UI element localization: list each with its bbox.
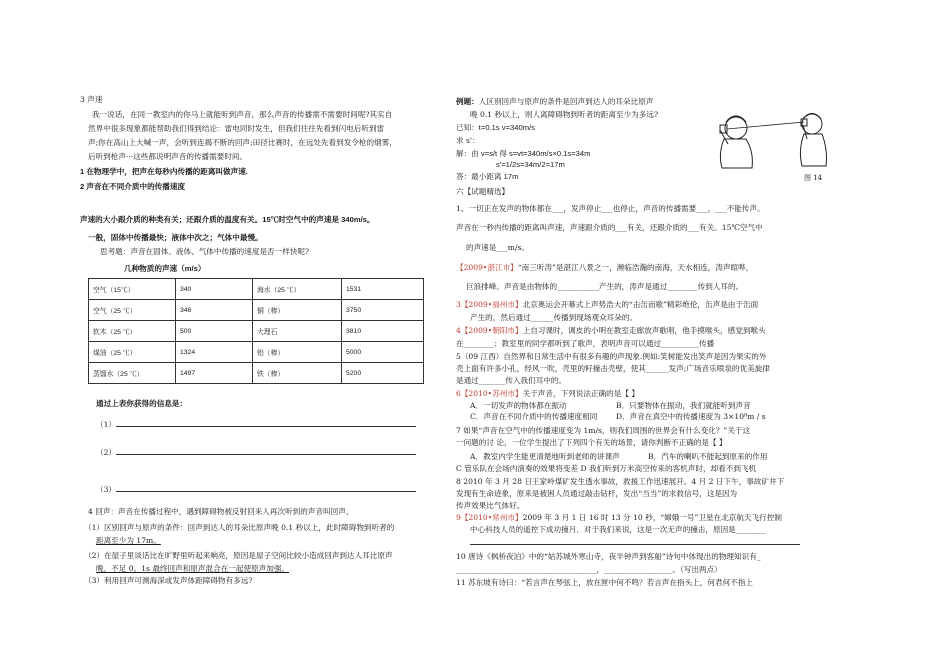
section-3-heading: 3 声速 — [80, 95, 103, 104]
question-9-answer-line[interactable] — [470, 534, 800, 545]
echo-point-1b: 距离至少为 17m。 — [96, 536, 161, 545]
answer-line[interactable] — [116, 454, 416, 455]
table-cell: 1324 — [176, 342, 253, 363]
question-8-line-3: 传声效果比气体好。 — [456, 501, 525, 510]
table-cell: 3750 — [342, 300, 424, 321]
example-line-1 — [456, 96, 653, 108]
table-cell: 煤油（25 ℃） — [89, 342, 176, 363]
info-item-3 — [96, 484, 416, 496]
table-cell: 340 — [176, 279, 253, 300]
sound-speed-table — [88, 278, 424, 384]
option-A[interactable]: A．教室内学生能更清楚地听到老师的讲课声 — [470, 452, 620, 461]
option-D[interactable]: D．声音在真空中的传播速度为 3×10⁸m / s — [616, 412, 766, 421]
option-C[interactable]: C．声音在不同介质中的传播速度相同 — [470, 412, 598, 421]
question-5-line-3: 是通过_______传入我们耳中的。 — [456, 376, 567, 385]
paragraph-line: 我一说话，在同一教室内的你马上就能听到声音，那么声音的传播需不需要时间呢?其实自 — [92, 110, 393, 119]
question-10-line-1: 10 唐诗《枫桥夜泊》中的“姑苏城外寒山寺，夜半钟声到客船”诗句中体现出的物理知识有_ — [456, 552, 761, 561]
echo-point-2b: 晚，不足 0。1s 最终回声和原声混合在一起使原声加强。 — [96, 564, 290, 573]
option-B[interactable]: B．只要物体在振动，我们就能听到声音 — [616, 401, 751, 410]
table-row — [89, 363, 424, 384]
table-cell: 铁（棒） — [253, 363, 342, 384]
question-11-line-1: 11 苏东坡有诗曰：“若言声在琴弦上，放在匣中何不鸣？若言声在指头上，何君何不指上 — [456, 578, 753, 587]
question-6-line — [456, 388, 639, 400]
echo-point-3: （3）利用回声可测海深或发声体距障碍物有多远? — [84, 576, 253, 585]
question-5-line-2: 壳上面有许多小孔，经风一吹，壳里的籽撞击壳壁，使其______发声;广场音乐喷泉的优美旋律 — [456, 364, 770, 373]
question-3-line-2: 产生的，然后通过______传播到现场观众耳朵的。 — [470, 313, 638, 322]
answer-line-text: 答：最小距离 17m — [456, 172, 519, 181]
paragraph-line: 然界中很多现象都能帮助我们得到结论：雷电同时发生，但我们往往先看到闪电后听到雷 — [88, 124, 385, 133]
table-cell: 空气（25 ℃） — [89, 300, 176, 321]
question-text: 2009 年 3 月 1 日 16 时 13 分 10 秒，“嫦娥一号”卫星在北京航天飞行控制 — [522, 513, 782, 522]
echo-point-2: （2）在屋子里谈话比在旷野里听起来响亮，原因是屋子空间比较小造成回声到达人耳比原声 — [84, 551, 393, 560]
option-A[interactable]: A．一切发声的物体都在振动 — [470, 401, 567, 410]
definition-1: 1 在物理学中，把声在每秒内传播的距离叫做声速. — [80, 167, 248, 176]
info-item-2 — [96, 447, 416, 459]
example-label: 例题： — [456, 97, 479, 106]
question-9-line-1 — [456, 512, 782, 524]
question-text: 上自习课时，调皮的小明在教室走廊放声歌唱，他手摸喉头，感觉到喉头 — [522, 326, 766, 335]
example-text: 人区别回声与原声的条件是回声到达人的耳朵比原声 — [478, 97, 654, 106]
table-cell: 铝（棒） — [253, 342, 342, 363]
thinking-question: 思考题：声音在固体、液体、气体中传播的速度是否一样快呢? — [100, 247, 310, 256]
example-line-2: 晚 0.1 秒以上，则人离障碍物到听者的距离至少为多远? — [470, 110, 659, 119]
table-cell: 1497 — [176, 363, 253, 384]
section-6-heading: 六【试题精选】 — [456, 187, 510, 196]
paragraph-line: 后听到枪声···这些都说明声音的传播需要时间。 — [88, 152, 248, 161]
solution-line-2: s'=1/2s=34m/2=17m — [496, 160, 565, 169]
question-source: 3【2009•福州市】 — [456, 300, 523, 309]
solution-line-1: 解：由 v=s/t 得 s=vt=340m/s×0.1s=34m — [456, 149, 591, 158]
question-1-line-3: 的声速是___m/s。 — [466, 243, 530, 252]
question-1-line-1: 1、一切正在发声的物体都在___，发声停止___也停止，声音的传播需要___，___不能传声。 — [456, 204, 765, 213]
question-text: “南三听涛”是湛江八景之一，濒临浩瀚的南海，天水相连，涛声暄哗， — [517, 263, 754, 272]
echo-definition: 4 回声：声音在传播过程中，遇到障碍物被反射回来人再次听到的声音叫回声。 — [88, 507, 354, 516]
find-line: 求 s'： — [456, 136, 480, 145]
echo-point-1: （1）区别回声与原声的条件：回声到达人的耳朵比原声晚 0.1 秒以上，此时障碍物到听者的 — [84, 523, 395, 532]
figure-caption: 图 14 — [804, 174, 823, 182]
question-7-line-2: 一问题的讨 论，一位学生提出了下列四个有关的场景，请你判断不正确的是【 】 — [456, 438, 727, 447]
option-B[interactable]: B．汽车的喇叭不能起到原来的作用 — [648, 452, 768, 461]
table-cell: 3810 — [342, 321, 424, 342]
info-item-label: （3） — [96, 485, 117, 494]
question-7-line-1: 7 如果“声音在空气中的传播速度变为 1m/s，则我们周围的世界会有什么变化？”关于这 — [456, 426, 751, 435]
question-3-line-1 — [456, 299, 758, 311]
answer-line[interactable] — [116, 491, 416, 492]
question-source: 6【2010•苏州市】 — [456, 389, 523, 398]
paragraph-line: 声;你在高山上大喊一声，会听到连揭不断的回声;田径比赛时，在远处先看到发令枪的烟雾， — [88, 138, 397, 147]
question-2-line-1 — [456, 262, 753, 274]
string-telephone-illustration — [712, 92, 830, 184]
question-text: 北京奥运会开幕式上声势浩大的“击缶而歌”精彩绝伦，缶声是由于缶面 — [522, 300, 759, 309]
speed-statement: 声速的大小跟介质的种类有关；还跟介质的温度有关。15℃时空气中的声速是 340m/s。 — [80, 215, 375, 224]
question-source: 【2009•湛江市】 — [456, 263, 518, 272]
table-row — [89, 342, 424, 363]
subheading-2: 2 声音在不同介质中的传播速度 — [80, 182, 186, 191]
question-source: 4【2009•朝阳市】 — [456, 326, 523, 335]
table-cell: 空气（15℃） — [89, 279, 176, 300]
table-cell: 软木（25 ℃） — [89, 321, 176, 342]
question-4-line-1 — [456, 325, 766, 337]
string-telephone-figure — [712, 92, 830, 184]
table-cell: 5000 — [342, 342, 424, 363]
table-cell: 蒸馏水（25 ℃） — [89, 363, 176, 384]
info-item-label: （2） — [96, 448, 117, 457]
table-cell: 大理石 — [253, 321, 342, 342]
question-8-line-2: 发现有生命迹象，原来是被困人员通过敲击钻杆，发出“当当”的求救信号，这是因为 — [456, 489, 738, 498]
info-item-1 — [96, 419, 416, 431]
table-cell: 1531 — [342, 279, 424, 300]
question-source: 9【2010•常州市】 — [456, 513, 523, 522]
question-2-line-2: 巨浪排峰。声音是由物体的___________产生的，涛声是通过________传到人耳的。 — [466, 282, 744, 291]
answer-line[interactable] — [116, 426, 416, 427]
question-5-line-1: 5（09 江西）自然界和日常生活中有很多有趣的声现象.例如:笑树能发出笑声是因为果实的外 — [456, 352, 767, 361]
table-row — [89, 321, 424, 342]
table-cell: 5200 — [342, 363, 424, 384]
table-row — [89, 300, 424, 321]
question-9-line-2: 中心科技人员的遥控下成功撞月．对于我们来说，这是一次无声的撞击，原因是________ — [470, 525, 767, 534]
info-question: 通过上表你获得的信息是： — [96, 399, 188, 408]
table-row — [89, 279, 424, 300]
table-cell: 346 — [176, 300, 253, 321]
known-values: 已知：t=0.1s v=340m/s — [456, 123, 535, 132]
table-title: 几种物质的声速（m/s） — [124, 264, 206, 273]
question-4-line-2: 在________；教室里的同学都听到了歌声，表明声音可以通过__________传播 — [456, 339, 715, 348]
medium-order: 一般，固体中传播最快；液体中次之；气体中最慢。 — [88, 233, 263, 242]
question-10-line-2: _____________________________________，__________________。（写出两点） — [456, 565, 722, 574]
question-1-line-2: 声音在一秒内传播的距离叫声速，声速跟介质的___有关，还跟介质的___有关。15℃空气中 — [456, 223, 763, 232]
table-cell: 铜（棒） — [253, 300, 342, 321]
option-C-D[interactable]: C 管乐队在会场内演奏的效果将变差 D 我们听到万米高空传来的客机声时，却看不到飞机 — [456, 464, 757, 473]
table-cell: 海水（25 ℃） — [253, 279, 342, 300]
table-cell: 500 — [176, 321, 253, 342]
info-item-label: （1） — [96, 420, 117, 429]
question-8-line-1: 8 2010 年 3 月 28 日王家岭煤矿发生透水事故，救援工作迅速展开。4 月 2 日下午，事故矿井下 — [456, 477, 785, 486]
question-text: 关于声音，下列说法正确的是【 】 — [522, 389, 639, 398]
